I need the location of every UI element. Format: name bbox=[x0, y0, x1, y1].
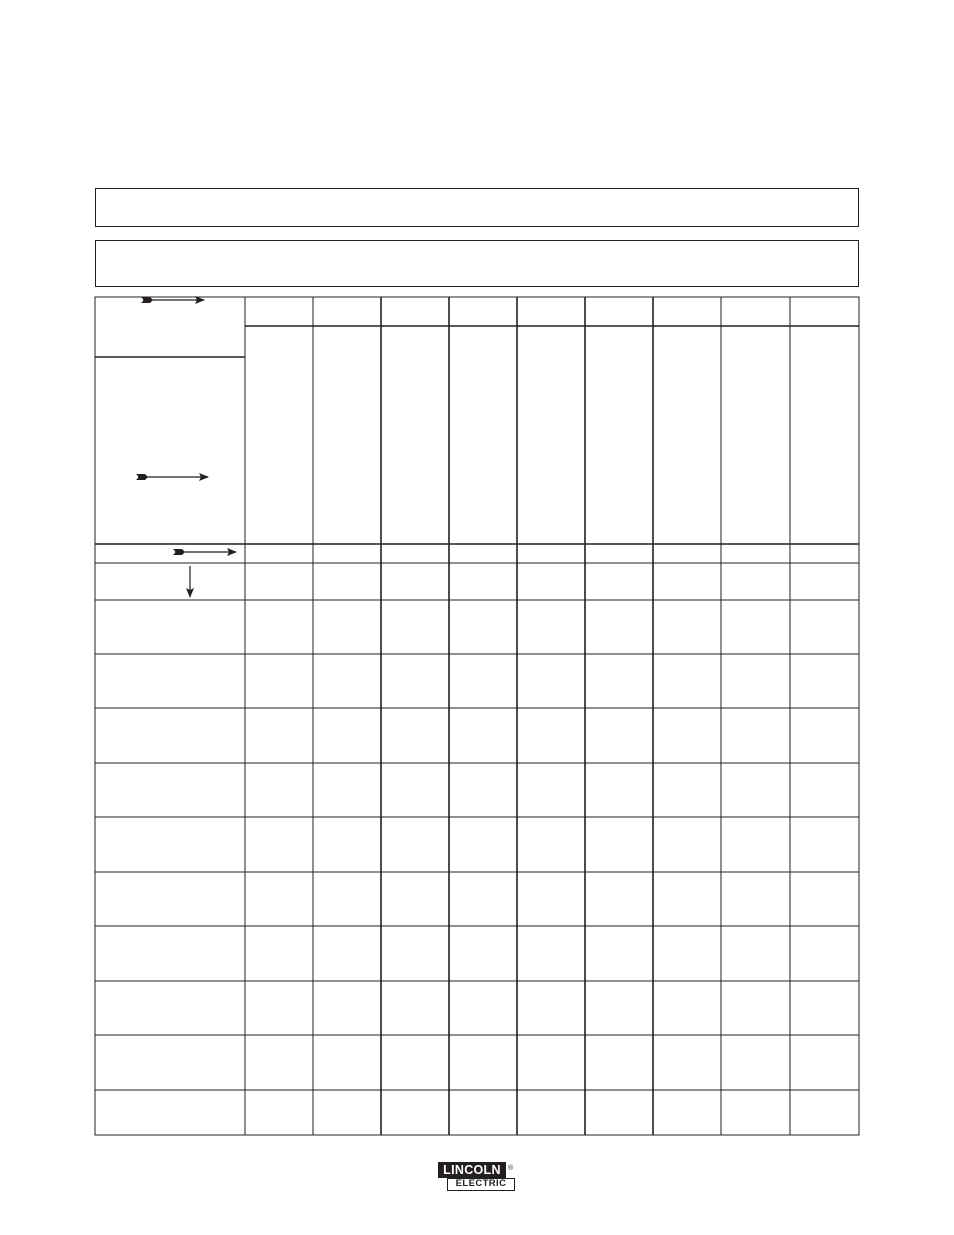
row-arrow-right-fletching bbox=[173, 549, 185, 555]
lincoln-electric-logo bbox=[438, 1162, 518, 1192]
logo-bottom-text: ELECTRIC bbox=[447, 1178, 515, 1191]
logo-top-text: LINCOLN bbox=[438, 1162, 506, 1178]
logo-registered-mark: ® bbox=[508, 1165, 514, 1172]
table-border bbox=[95, 297, 859, 1135]
header-arrow-middle-fletching bbox=[136, 474, 148, 480]
header-arrow-top-fletching bbox=[141, 297, 153, 303]
